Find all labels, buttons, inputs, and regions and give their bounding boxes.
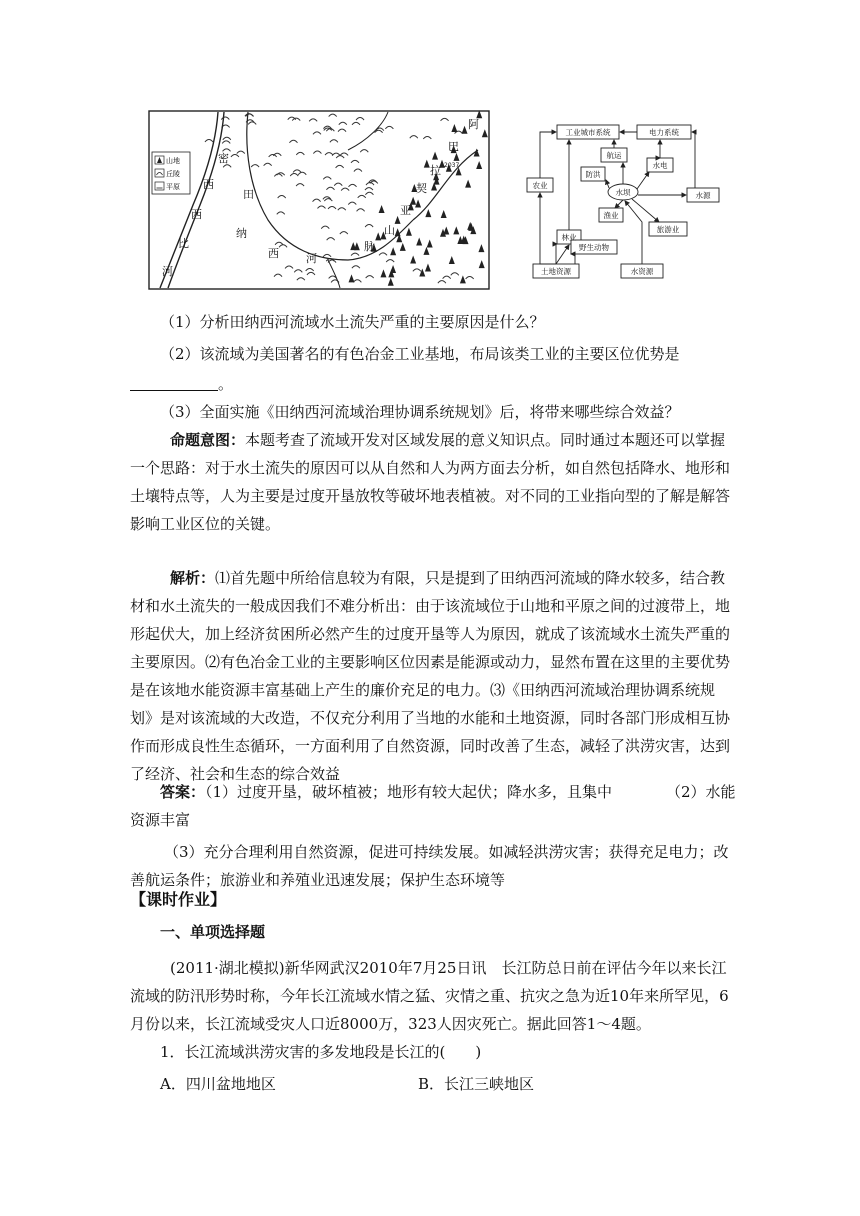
flow-node: 林业 (561, 233, 577, 242)
section-heading: 一、单项选择题 (160, 923, 266, 941)
map-label: 西 (203, 178, 214, 191)
map-label: 西 (191, 208, 202, 221)
map-label: 山 (384, 224, 395, 237)
question-2-blank-line (130, 370, 233, 398)
flow-node: 渔业 (603, 211, 619, 220)
map-label: 巴 (448, 140, 459, 153)
intent-label: 命题意图： (170, 431, 246, 449)
map-label: 田 (243, 188, 254, 201)
flow-node: 水资源 (630, 267, 654, 276)
option-b[interactable]: B．长江三峡地区 (418, 1075, 535, 1093)
flow-node: 水电 (652, 161, 668, 170)
flow-node: 农业 (532, 181, 548, 190)
map-label: 西 (268, 247, 279, 260)
map-label: 阿 (468, 118, 479, 131)
flow-node: 工业城市系统 (565, 128, 611, 137)
answer-text-3: 资源丰富 (130, 811, 191, 829)
answer-text-4: （3）充分合理利用自然资源，促进可持续发展。如减轻洪涝灾害；获得充足电力；改善航运条件；旅游业和养殖业迅速发展；保护生态环境等 (130, 843, 729, 889)
answer-line-1 (160, 778, 612, 806)
homework-heading: 【课时作业】 (130, 890, 227, 909)
system-flow-diagram (525, 122, 720, 282)
question-2-end: 。 (218, 375, 234, 393)
passage: (2011·湖北模拟)新华网武汉2010年7月25日讯 长江防总日前在评估今年以来长江流域的防汛形势时称，今年长江流域水情之猛、灾情之重、抗灾之急为近10年来所罕见，6月份以来，长江流域受灾人口近8000万，323人因灾死亡。据此回答1～4题。 (130, 959, 729, 1033)
analysis-label: 解析： (170, 569, 216, 587)
map-label: 纳 (236, 227, 247, 240)
flow-node: 水坝 (615, 188, 631, 197)
legend-plain-label: 平原 (166, 183, 180, 191)
analysis-text: ⑴首先题中所给信息较为有限，只是提到了田纳西河流域的降水较多，结合教材和水土流失的一般成因我们不难分析出：由于该流域位于山地和平原之间的过渡带上，地形起伏大，加上经济贫困所必然产生的过度开垦等人为原因，就成了该流域水土流失严重的主要原因。⑵有色冶金工业的主要影响区位因素是能源或动力，显然布置在这里的主要优势是在该地水能资源丰富基础上产生的廉价充足的电力。⑶《田纳西河流域治理协调系统规划》是对该流域的大改造，不仅充分利用了当地的水能和土地资源，同时各部门形成相互协作而形成良性生态循环，一方面利用了自然资源，同时改善了生态，减轻了洪涝灾害，达到了经济、社会和生态的综合效益 (130, 569, 731, 783)
map-label: 亚 (400, 204, 411, 217)
legend-mountain-label: 山地 (166, 157, 180, 165)
flow-node: 防洪 (585, 170, 601, 179)
legend-hill-label: 丘陵 (166, 170, 180, 178)
map-legend (152, 152, 190, 194)
elevation-label: 2037 (444, 162, 460, 169)
intent-text: 本题考查了流域开发对区域发展的意义知识点。同时通过本题还可以掌握一个思路：对于水土流失的原因可以从自然和人为两方面去分析，如自然包括降水、地形和土壤特点等，人为主要是过度开垦放牧等破坏地表植被。对不同的工业指向型的了解是解答影响工业区位的关键。 (130, 431, 731, 533)
question-3: （3）全面实施《田纳西河流域治理协调系统规划》后，将带来哪些综合效益？ (160, 403, 680, 421)
question-1: （1）分析田纳西河流域水土流失严重的主要原因是什么？ (160, 313, 545, 331)
flow-node: 野生动物 (579, 243, 609, 252)
flow-node: 旅游业 (656, 225, 680, 234)
map-label: 契 (416, 182, 427, 195)
flow-node: 土地资源 (541, 267, 571, 276)
question-2: （2）该流域为美国著名的有色冶金工业基地，布局该类工业的主要区位优势是 (160, 345, 680, 363)
option-a[interactable]: A．四川盆地地区 (160, 1075, 276, 1093)
answer-text-2: （2）水能 (666, 783, 736, 801)
answer-text-1: （1）过度开垦，破坏植被；地形有较大起伏；降水多，且集中 (205, 783, 613, 801)
intent-paragraph (130, 426, 730, 538)
tennessee-map (148, 110, 490, 290)
flow-node: 航运 (606, 151, 622, 160)
map-label: 拉 (430, 164, 441, 177)
map-label: 河 (162, 265, 173, 278)
analysis-paragraph (130, 564, 730, 788)
answer-blank[interactable] (130, 374, 218, 391)
flow-node: 电力系统 (649, 128, 679, 137)
flow-node: 水源 (695, 191, 711, 200)
map-label: 脉 (364, 240, 375, 253)
answer-label: 答案： (160, 783, 206, 801)
map-label: 比 (178, 237, 189, 250)
map-label: 密 (218, 152, 229, 165)
map-label: 河 (306, 252, 317, 265)
item-1: 1．长江流域洪涝灾害的多发地段是长江的( ) (160, 1043, 482, 1061)
